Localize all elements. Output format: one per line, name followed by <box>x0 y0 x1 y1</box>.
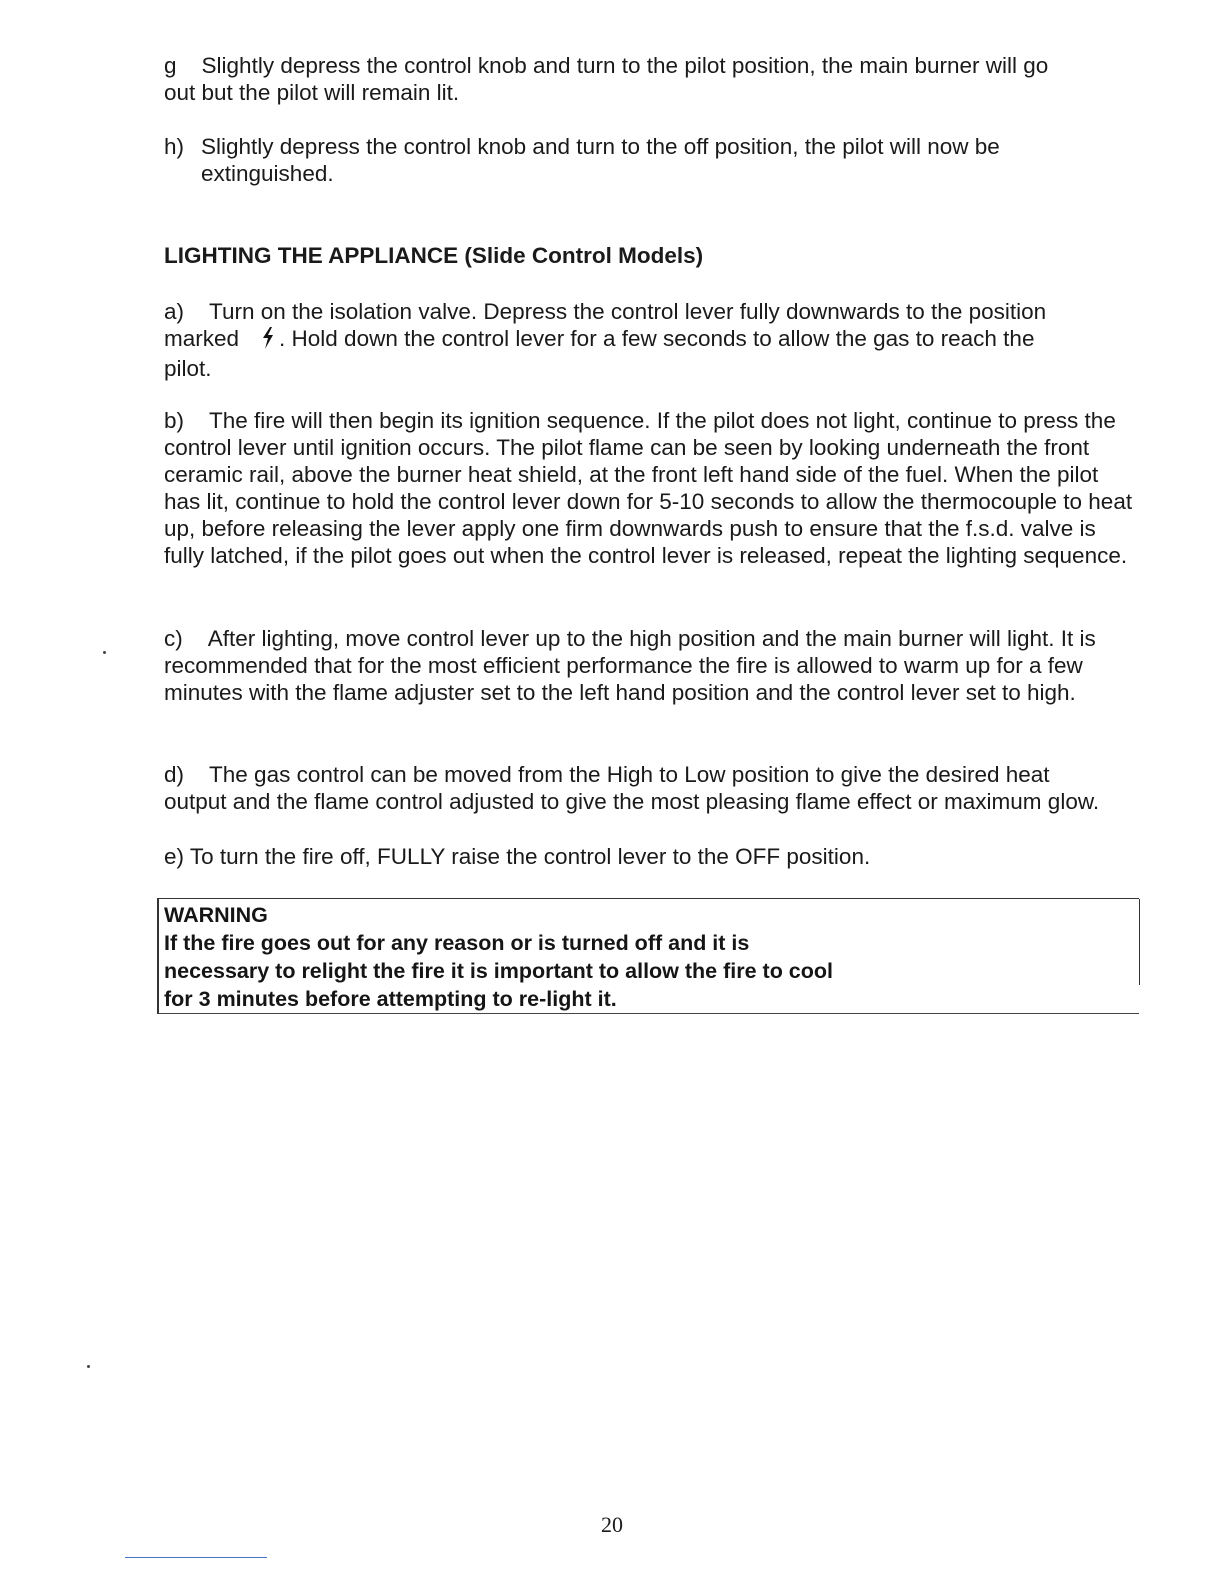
page-number: 20 <box>601 1512 623 1537</box>
step-e-text: To turn the fire off, FULLY raise the control lever to the OFF position. <box>189 844 871 869</box>
step-c-text: After lighting, move control lever up to the high position and the main burner will light. It is recommended that for the most efficient performance the fire is allowed to warm up for a few minutes with the flame adjuster set to the left hand position and the control lever set to high. <box>164 626 1096 705</box>
step-a-line3: pilot. <box>164 356 212 381</box>
step-a <box>164 298 1139 382</box>
step-d-text: The gas control can be moved from the High to Low position to give the desired heat output and the flame control adjusted to give the most pleasing flame effect or maximum glow. <box>164 762 1100 814</box>
step-h-text: Slightly depress the control knob and turn to the off position, the pilot will now be extinguished. <box>201 134 1000 186</box>
scan-dot <box>87 1365 90 1368</box>
section-heading: LIGHTING THE APPLIANCE (Slide Control Models) <box>164 243 704 268</box>
step-e-label: e) <box>164 844 185 869</box>
footer-rule <box>125 1557 267 1558</box>
step-a-label: a) <box>164 299 185 324</box>
step-b-label: b) <box>164 408 185 433</box>
warning-line1: If the fire goes out for any reason or is turned off and it is <box>164 931 750 955</box>
step-g-label: g <box>164 53 177 78</box>
step-h <box>164 133 1139 187</box>
warning-box-right-border <box>1139 899 1140 985</box>
warning-line3: for 3 minutes before attempting to re-light it. <box>164 987 617 1011</box>
step-d-label: d) <box>164 762 185 787</box>
step-a-after-icon: . Hold down the control lever for a few seconds to allow the gas to reach the <box>279 326 1035 351</box>
warning-text <box>164 901 833 1013</box>
step-g <box>164 52 1139 106</box>
step-a-line1: Turn on the isolation valve. Depress the control lever fully downwards to the position <box>209 299 1047 324</box>
step-c-label: c) <box>164 626 183 651</box>
ignition-spark-icon <box>261 327 275 355</box>
scan-dot <box>103 651 106 654</box>
step-a-marked: marked <box>164 326 240 351</box>
step-d <box>164 761 1109 815</box>
step-h-label: h) <box>164 134 185 159</box>
step-c <box>164 625 1139 706</box>
step-b-text: The fire will then begin its ignition sequence. If the pilot does not light, continue to press the control lever until ignition occurs. The pilot flame can be seen by looking underneath the front ceramic rail, above the burner heat shield, at the front left hand side of the fuel. When the pilot has lit, continue to hold the control lever down for 5-10 seconds to allow the thermocouple to heat up, before releasing the lever apply one firm downwards push to ensure that the f.s.d. valve is fully latched, if the pilot goes out when the control lever is released, repeat the lighting sequence. <box>164 408 1133 568</box>
step-g-line2: out but the pilot will remain lit. <box>164 80 460 105</box>
warning-box <box>157 898 1139 1014</box>
step-e <box>164 843 1139 870</box>
warning-title: WARNING <box>164 903 268 927</box>
warning-line2: necessary to relight the fire it is important to allow the fire to cool <box>164 959 833 983</box>
step-b <box>164 407 1139 569</box>
step-g-line1: Slightly depress the control knob and turn to the pilot position, the main burner will go <box>201 53 1049 78</box>
